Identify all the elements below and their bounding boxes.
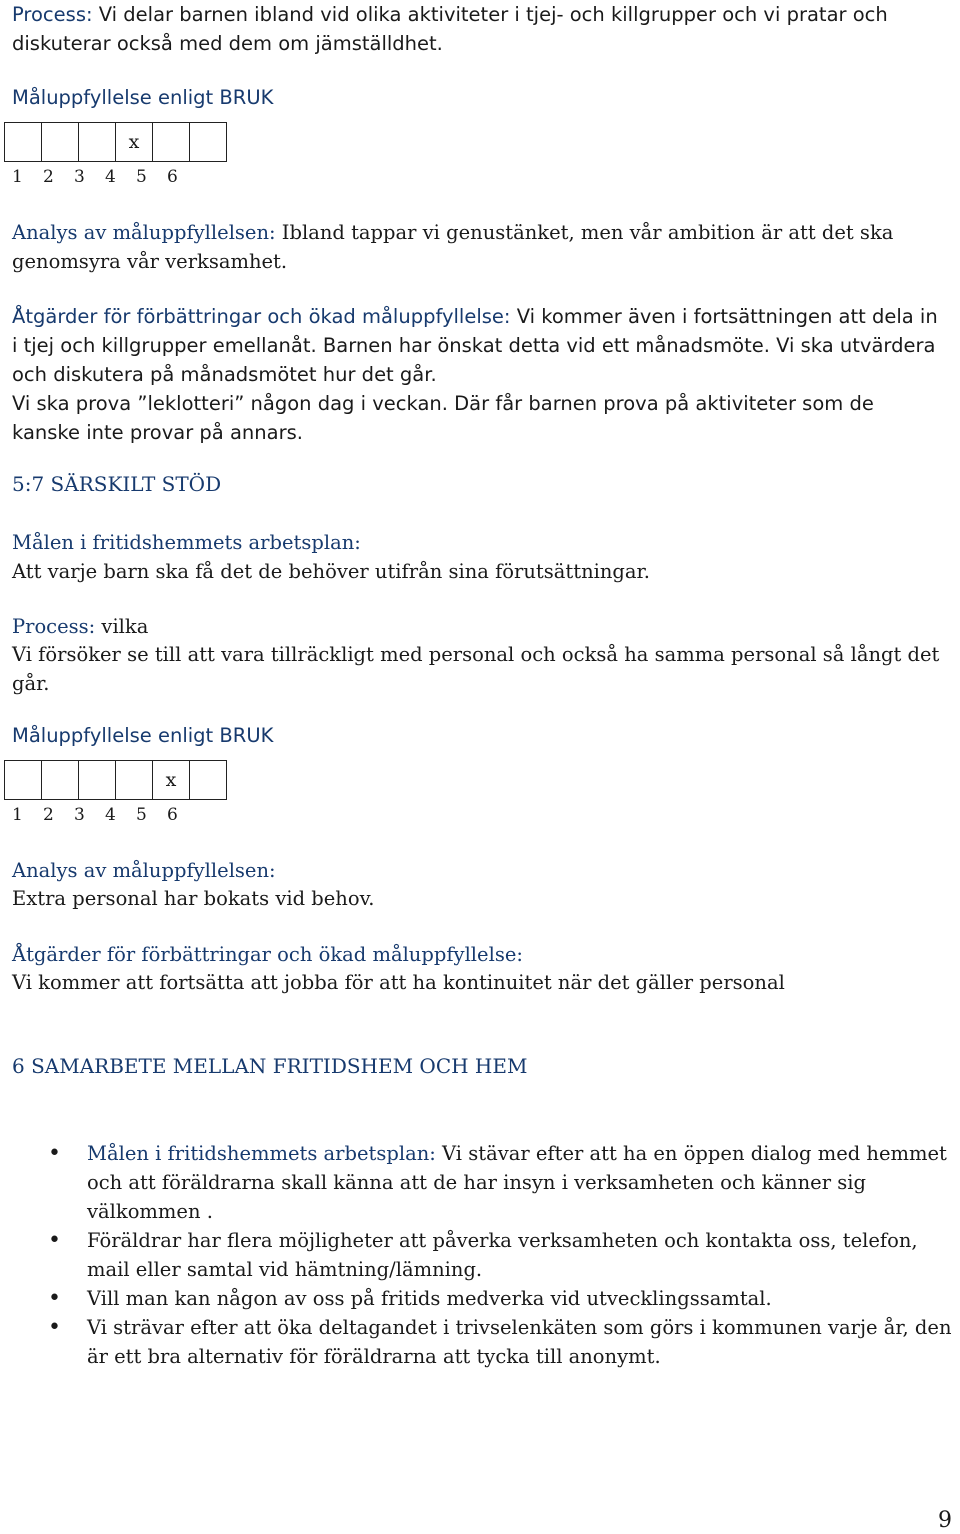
rating-number: 3: [74, 805, 85, 825]
rating-cell-6: [190, 123, 227, 162]
rating-number: 2: [43, 167, 54, 187]
atgarder-paragraph-1: [12, 302, 946, 389]
rating-cell-3: [79, 761, 116, 800]
process-text-2: Vi försöker se till att vara tillräckligt med personal och också ha samma personal så långt det går.: [12, 643, 940, 695]
process-label: Process:: [12, 3, 93, 26]
rating-numbers-2: [12, 805, 198, 825]
atgarder-label-2: Åtgärder för förbättringar och ökad måluppfyllelse:: [12, 943, 523, 966]
page-number: 9: [938, 1508, 952, 1533]
list-item: • Vill man kan någon av oss på fritids medverka vid utvecklingssamtal.: [0, 1284, 952, 1313]
rating-cell-2: [42, 761, 79, 800]
rating-cell-2: [42, 123, 79, 162]
rating-number: 4: [105, 805, 116, 825]
rating-cell-5: x: [153, 761, 190, 800]
analys-text: Ibland tappar vi genustänket, men vår ambition är att det ska genomsyra vår verksamhet.: [12, 221, 894, 273]
rating-scale-2: [4, 760, 227, 800]
rating-cell-1: [5, 123, 42, 162]
list-item: • Vi strävar efter att öka deltagandet i trivselenkäten som görs i kommunen varje år, den är ett bra alternativ för föräldrarna att tycka till anonymt.: [0, 1313, 952, 1371]
rating-number: 1: [12, 805, 23, 825]
rating-cell-4: x: [116, 123, 153, 162]
rating-number: 4: [105, 167, 116, 187]
atgarder-text: Vi kommer även i fortsättningen att dela in i tjej och killgrupper emellanåt. Barnen har önskat detta vid ett månadsmöte. Vi ska utvärdera och diskutera på månadsmötet hur det går.: [12, 305, 938, 386]
rating-number: 3: [74, 167, 85, 187]
analys-label: Analys av måluppfyllelsen:: [12, 221, 276, 244]
rating-number: 6: [167, 167, 178, 187]
rating-cell-1: [5, 761, 42, 800]
malen-label: Målen i fritidshemmets arbetsplan:: [12, 531, 361, 554]
analys-paragraph-1: [12, 218, 946, 276]
rating-scale-1: [4, 122, 227, 162]
section-heading-6: 6 SAMARBETE MELLAN FRITIDSHEM OCH HEM: [12, 1054, 528, 1078]
rating-number: 5: [136, 167, 147, 187]
analys-text-2: Extra personal har bokats vid behov.: [12, 887, 375, 910]
list-item: • Föräldrar har flera möjligheter att påverka verksamheten och kontakta oss, telefon, mail eller samtal vid hämtning/lämning.: [0, 1226, 952, 1284]
rating-number: 1: [12, 167, 23, 187]
bullet-label: Målen i fritidshemmets arbetsplan:: [87, 1142, 436, 1165]
rating-number: 5: [136, 805, 147, 825]
list-item: [0, 1139, 952, 1226]
bullet-text: Vi stävar efter att ha en öppen dialog med hemmet och att föräldrarna skall känna att de har insyn i verksamheten och känner sig välkommen .: [87, 1142, 947, 1223]
process-text: Vi delar barnen ibland vid olika aktiviteter i tjej- och killgrupper och vi pratar och diskuterar också med dem om jämställdhet.: [12, 3, 888, 55]
process-inline: vilka: [95, 615, 149, 638]
process-paragraph-2: [12, 612, 946, 641]
rating-cell-4: [116, 761, 153, 800]
rating-numbers-1: [12, 167, 198, 187]
rating-cell-6: [190, 761, 227, 800]
process-label: Process:: [12, 615, 96, 638]
process-paragraph-1: [12, 0, 946, 58]
atgarder-text-2: Vi ska prova ”leklotteri” någon dag i veckan. Där får barnen prova på aktiviteter som de kanske inte provar på annars.: [12, 392, 874, 444]
bullet-list: [0, 1139, 952, 1371]
rating-number: 2: [43, 805, 54, 825]
atgarder-text-2b: Vi kommer att fortsätta att jobba för att ha kontinuitet när det gäller personal: [12, 971, 785, 994]
malen-text: Att varje barn ska få det de behöver utifrån sina förutsättningar.: [12, 560, 650, 583]
rating-cell-3: [79, 123, 116, 162]
rating-number: 6: [167, 805, 178, 825]
atgarder-paragraph-1b: [12, 389, 946, 447]
atgarder-label: Åtgärder för förbättringar och ökad måluppfyllelse:: [12, 305, 511, 328]
bruk-heading-1: Måluppfyllelse enligt BRUK: [12, 86, 274, 109]
section-heading-57: 5:7 SÄRSKILT STÖD: [12, 472, 222, 496]
analys-label-2: Analys av måluppfyllelsen:: [12, 859, 276, 882]
bruk-heading-2: Måluppfyllelse enligt BRUK: [12, 724, 274, 747]
rating-cell-5: [153, 123, 190, 162]
